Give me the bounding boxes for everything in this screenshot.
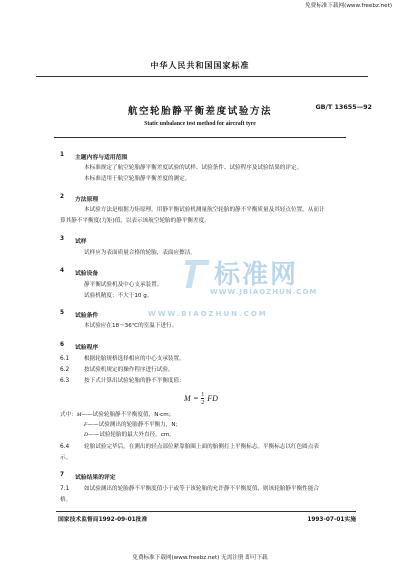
section-6-title: 试验程序 <box>75 345 99 351</box>
watermark-logo-icon <box>184 258 220 290</box>
standard-number: GB/T 13655—92 <box>315 103 372 111</box>
issued-by: 国家技术监督局1992-09-01批准 <box>58 517 148 523</box>
step-6-4-line-2: 示。 <box>60 455 72 461</box>
site-watermark <box>148 254 348 324</box>
step-6-2-text: 按试验机规定的操作程序进行试验。 <box>84 367 174 373</box>
footer-watermark: 免费标准下载网(www.freebz.net) 无需注册 即可下载 <box>132 555 268 561</box>
watermark-url: WWW.JBIAOZHUN.COM <box>210 288 318 296</box>
def-d-text: ——试验轮胎的最大外直径，cm。 <box>88 432 175 438</box>
section-7-title: 试验结果的评定 <box>75 475 116 481</box>
step-7-1-line-1: 如试验测出的轮胎静不平衡度值小于或等于该轮胎的允许静不平衡度值，则该轮胎静平衡性能合 <box>84 486 319 492</box>
section-5-num: 5 <box>60 310 65 316</box>
section-1-para-1: 本标准规定了航空轮胎静平衡差度试验的试样、试验条件、试验程序及试验结果的评定。 <box>84 165 303 171</box>
step-7-1-line-2: 格。 <box>60 497 72 503</box>
step-6-4-line-1: 轮胎试验完毕后，在测出的轻点部位紧靠胎圈上面的胎侧打上平衡标志。平衡标志以红色圆点表 <box>84 444 319 450</box>
section-3-title: 试样 <box>75 239 87 245</box>
section-4-title: 试验设备 <box>75 271 99 277</box>
section-1-title: 主题内容与适用范围 <box>75 155 128 161</box>
section-2-title: 方法原理 <box>75 197 99 203</box>
footer-rule <box>56 511 356 512</box>
watermark-brand: 标准网 <box>214 260 299 290</box>
step-6-3-num: 6.3 <box>60 378 70 384</box>
formula-equals: = <box>193 394 199 404</box>
step-6-1-text: 根据轮胎规格选择相应的中心支承装置。 <box>84 356 185 362</box>
section-4-num: 4 <box>60 268 65 274</box>
def-f-sym: F <box>84 422 88 428</box>
section-2-para-1: 本试验方法是根据力矩原理，用静平衡试验机测量航空轮胎的静不平衡质量及其轻点位置，从而计 <box>84 207 325 213</box>
step-6-1-num: 6.1 <box>60 356 70 362</box>
formula-lhs: M <box>184 394 191 404</box>
def-d-sym: D <box>84 432 89 438</box>
section-4-para-2: 试验机精度：不大于10 g。 <box>84 293 153 299</box>
def-f <box>84 422 181 429</box>
english-subtitle: Static unbalance test method for aircraft tyre <box>144 121 256 127</box>
formula-rhs: FD <box>207 394 218 404</box>
issuing-agency: 中华人民共和国国家标准 <box>150 61 250 70</box>
def-m <box>60 412 174 419</box>
formula-fraction <box>201 392 204 406</box>
header-watermark: 免费标准下载网(www.freebz.net) <box>305 3 392 9</box>
def-prefix: 式中： <box>60 412 77 418</box>
step-6-2-num: 6.2 <box>60 367 70 373</box>
section-3-para-1: 试样应为表面质量合格的轮胎，表面应擦洁。 <box>84 250 196 256</box>
effective-date: 1993-07-01实施 <box>307 517 356 523</box>
section-6-num: 6 <box>60 342 65 348</box>
section-3-num: 3 <box>60 236 65 242</box>
section-5-para-1: 本试验应在18～36℃的室温下进行。 <box>84 323 178 329</box>
step-6-4-num: 6.4 <box>60 444 70 450</box>
fraction-denominator: 2 <box>201 399 205 406</box>
section-7-num: 7 <box>60 472 65 478</box>
section-1-num: 1 <box>60 152 65 158</box>
def-d <box>84 432 175 439</box>
def-m-text: ——试验轮胎静不平衡度值，N·cm； <box>81 412 175 418</box>
subtitle-rule <box>54 137 346 138</box>
section-1-para-2: 本标准适用于航空轮胎静平衡差度的测定。 <box>84 176 191 182</box>
formula <box>184 392 218 406</box>
step-6-3-text: 按下式计算出试验轮胎的静不平衡度值： <box>84 378 185 384</box>
section-2-num: 2 <box>60 194 65 200</box>
header-rule <box>36 76 368 77</box>
fraction-numerator: 1 <box>201 392 205 398</box>
watermark-url-2: WWW.BIAOZHUN.COM <box>148 310 268 318</box>
def-m-sym: M <box>76 412 82 418</box>
section-5-title: 试验条件 <box>75 313 99 319</box>
page-title: 航空轮胎静平衡差度试验方法 <box>127 106 273 117</box>
section-2-para-2: 算其静不平衡度(力矩)值，以表示该航空轮胎的静平衡差度。 <box>60 218 210 224</box>
def-f-text: ——试验测出的轮胎静不平衡力，N； <box>87 422 182 428</box>
step-7-1-num: 7.1 <box>60 486 70 492</box>
section-4-para-1: 静平衡试验机及中心支承装置。 <box>84 282 163 288</box>
